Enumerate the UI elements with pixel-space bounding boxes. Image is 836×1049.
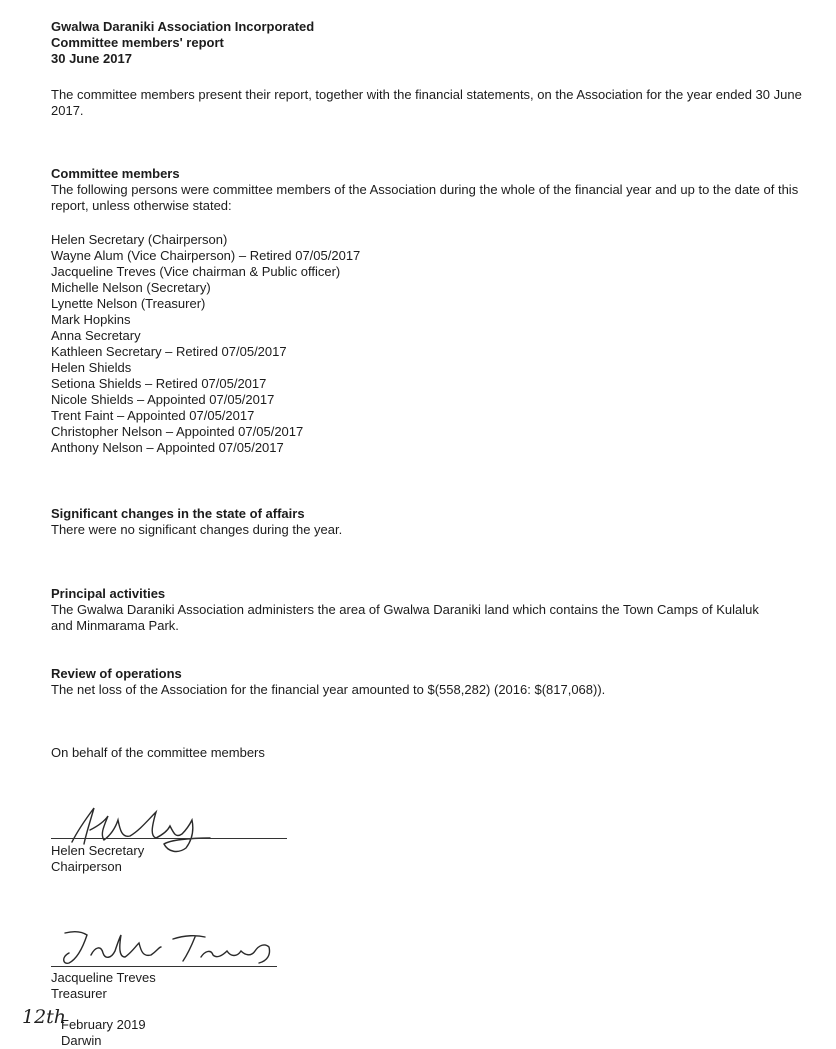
signatory-role: Treasurer bbox=[51, 986, 107, 1001]
report-date: 30 June 2017 bbox=[51, 51, 132, 66]
member-item: Nicole Shields – Appointed 07/05/2017 bbox=[51, 392, 275, 407]
member-item: Anthony Nelson – Appointed 07/05/2017 bbox=[51, 440, 284, 455]
handwritten-day: 12th bbox=[22, 1006, 67, 1028]
operations-text: The net loss of the Association for the financial year amounted to $(558,282) (2016: $(817,068)). bbox=[51, 682, 606, 697]
committee-text: The following persons were committee members of the Association during the whole of the financial year and up to the date of this report, unless otherwise stated: bbox=[51, 182, 799, 213]
activities-heading: Principal activities bbox=[51, 586, 166, 601]
report-footer bbox=[61, 1017, 831, 1049]
member-item: Michelle Nelson (Secretary) bbox=[51, 280, 211, 295]
member-item: Helen Shields bbox=[51, 360, 132, 375]
behalf-text: On behalf of the committee members bbox=[51, 745, 265, 760]
intro-paragraph: The committee members present their report, together with the financial statements, on the Association for the year ended 30 June 2017. bbox=[51, 87, 802, 118]
footer-month-year: February 2019 bbox=[61, 1017, 146, 1032]
signatory-chairperson bbox=[51, 843, 821, 875]
member-item: Lynette Nelson (Treasurer) bbox=[51, 296, 206, 311]
org-name: Gwalwa Daraniki Association Incorporated bbox=[51, 19, 315, 34]
member-item: Wayne Alum (Vice Chairperson) – Retired 07/05/2017 bbox=[51, 248, 361, 263]
changes-heading: Significant changes in the state of affairs bbox=[51, 506, 305, 521]
changes-section bbox=[51, 506, 821, 538]
signature-line bbox=[51, 966, 277, 967]
member-item: Anna Secretary bbox=[51, 328, 141, 343]
signatory-treasurer bbox=[51, 970, 821, 1002]
member-item: Mark Hopkins bbox=[51, 312, 131, 327]
report-title: Committee members' report bbox=[51, 35, 224, 50]
activities-text: The Gwalwa Daraniki Association administers the area of Gwalwa Daraniki land which contains the Town Camps of Kulaluk and Minmarama Park. bbox=[51, 602, 759, 633]
signatory-role: Chairperson bbox=[51, 859, 122, 874]
footer-place: Darwin bbox=[61, 1033, 102, 1048]
signatory-name: Helen Secretary bbox=[51, 843, 145, 858]
signatory-name: Jacqueline Treves bbox=[51, 970, 156, 985]
operations-section bbox=[51, 666, 821, 698]
committee-heading: Committee members bbox=[51, 166, 180, 181]
operations-heading: Review of operations bbox=[51, 666, 182, 681]
member-item: Trent Faint – Appointed 07/05/2017 bbox=[51, 408, 255, 423]
member-item: Jacqueline Treves (Vice chairman & Public officer) bbox=[51, 264, 341, 279]
report-header bbox=[51, 19, 821, 67]
signature-line bbox=[51, 838, 287, 839]
member-item: Setiona Shields – Retired 07/05/2017 bbox=[51, 376, 267, 391]
member-item: Kathleen Secretary – Retired 07/05/2017 bbox=[51, 344, 287, 359]
member-item: Helen Secretary (Chairperson) bbox=[51, 232, 228, 247]
committee-member-list bbox=[51, 232, 821, 456]
changes-text: There were no significant changes during the year. bbox=[51, 522, 343, 537]
committee-section bbox=[51, 166, 821, 214]
member-item: Christopher Nelson – Appointed 07/05/2017 bbox=[51, 424, 304, 439]
activities-section bbox=[51, 586, 821, 634]
